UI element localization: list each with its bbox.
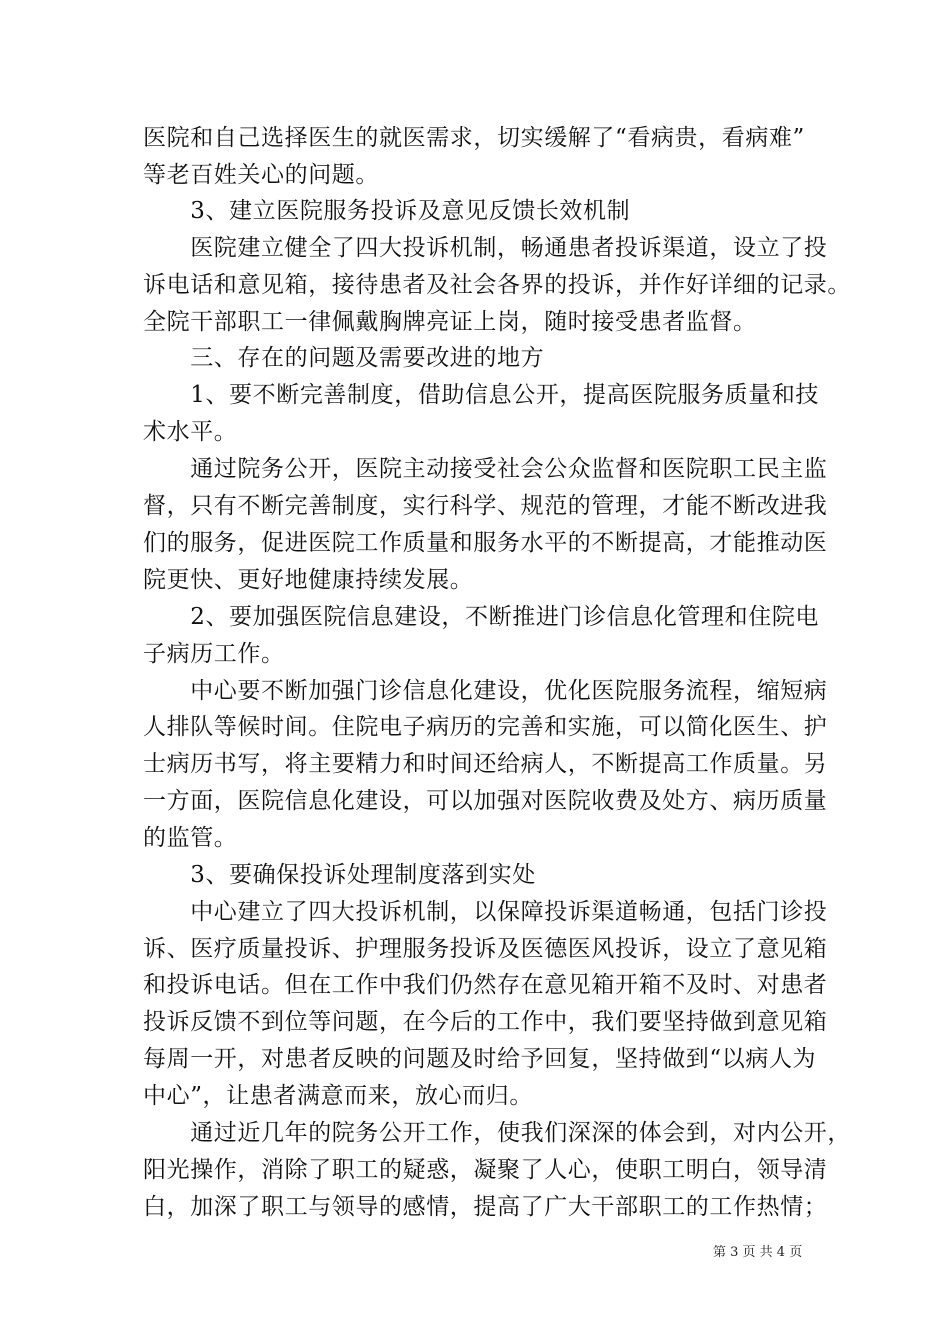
- section-heading: 1、要不断完善制度，借助信息公开，提高医院服务质量和技: [143, 382, 820, 408]
- paragraph-line: 中心要不断加强门诊信息化建设，优化医院服务流程，缩短病: [143, 678, 828, 704]
- paragraph-line: 和投诉电话。但在工作中我们仍然存在意见箱开箱不及时、对患者: [143, 972, 828, 998]
- paragraph-line: 督，只有不断完善制度，实行科学、规范的管理，才能不断改进我: [143, 493, 828, 519]
- paragraph-line: 医院建立健全了四大投诉机制，畅通患者投诉渠道，设立了投: [143, 235, 828, 261]
- paragraph-line: 人排队等候时间。住院电子病历的完善和实施，可以简化医生、护: [143, 714, 828, 740]
- paragraph-line: 中心”，让患者满意而来，放心而归。: [143, 1083, 533, 1109]
- paragraph-line: 白，加深了职工与领导的感情，提高了广大干部职工的工作热情；: [143, 1194, 828, 1220]
- paragraph-line: 医院和自己选择医生的就医需求，切实缓解了“看病贵，看病难”: [143, 125, 805, 151]
- paragraph-line: 一方面，医院信息化建设，可以加强对医院收费及处方、病历质量: [143, 788, 828, 814]
- paragraph-line: 们的服务，促进医院工作质量和服务水平的不断提高，才能推动医: [143, 530, 828, 556]
- paragraph-line: 通过近几年的院务公开工作，使我们深深的体会到，对内公开，: [143, 1120, 851, 1146]
- paragraph-line: 院更快、更好地健康持续发展。: [143, 567, 474, 593]
- section-heading: 2、要加强医院信息建设，不断推进门诊信息化管理和住院电: [143, 604, 820, 630]
- paragraph-line: 士病历书写，将主要精力和时间还给病人，不断提高工作质量。另: [143, 751, 828, 777]
- paragraph-line: 的监管。: [143, 825, 238, 851]
- paragraph-line: 中心建立了四大投诉机制，以保障投诉渠道畅通，包括门诊投: [143, 899, 828, 925]
- paragraph-line: 阳光操作，消除了职工的疑惑，凝聚了人心，使职工明白，领导清: [143, 1157, 828, 1183]
- section-heading: 3、要确保投诉处理制度落到实处: [143, 862, 536, 888]
- paragraph-line: 投诉反馈不到位等问题，在今后的工作中，我们要坚持做到意见箱: [143, 1009, 828, 1035]
- paragraph-line: 每周一开，对患者反映的问题及时给予回复，坚持做到“以病人为: [143, 1046, 817, 1072]
- paragraph-line: 通过院务公开，医院主动接受社会公众监督和医院职工民主监: [143, 456, 828, 482]
- paragraph-line: 诉、医疗质量投诉、护理服务投诉及医德医风投诉，设立了意见箱: [143, 936, 828, 962]
- paragraph-line: 子病历工作。: [143, 641, 285, 667]
- paragraph-line: 全院干部职工一律佩戴胸牌亮证上岗，随时接受患者监督。: [143, 309, 757, 335]
- paragraph-line: 术水平。: [143, 419, 238, 445]
- paragraph-line: 诉电话和意见箱，接待患者及社会各界的投诉，并作好详细的记录。: [143, 272, 851, 298]
- paragraph-line: 等老百姓关心的问题。: [143, 162, 379, 188]
- section-heading: 三、存在的问题及需要改进的地方: [143, 345, 545, 371]
- section-heading: 3、建立医院服务投诉及意见反馈长效机制: [143, 198, 631, 224]
- page-number-label: 第 3 页 共 4 页: [713, 1245, 803, 1260]
